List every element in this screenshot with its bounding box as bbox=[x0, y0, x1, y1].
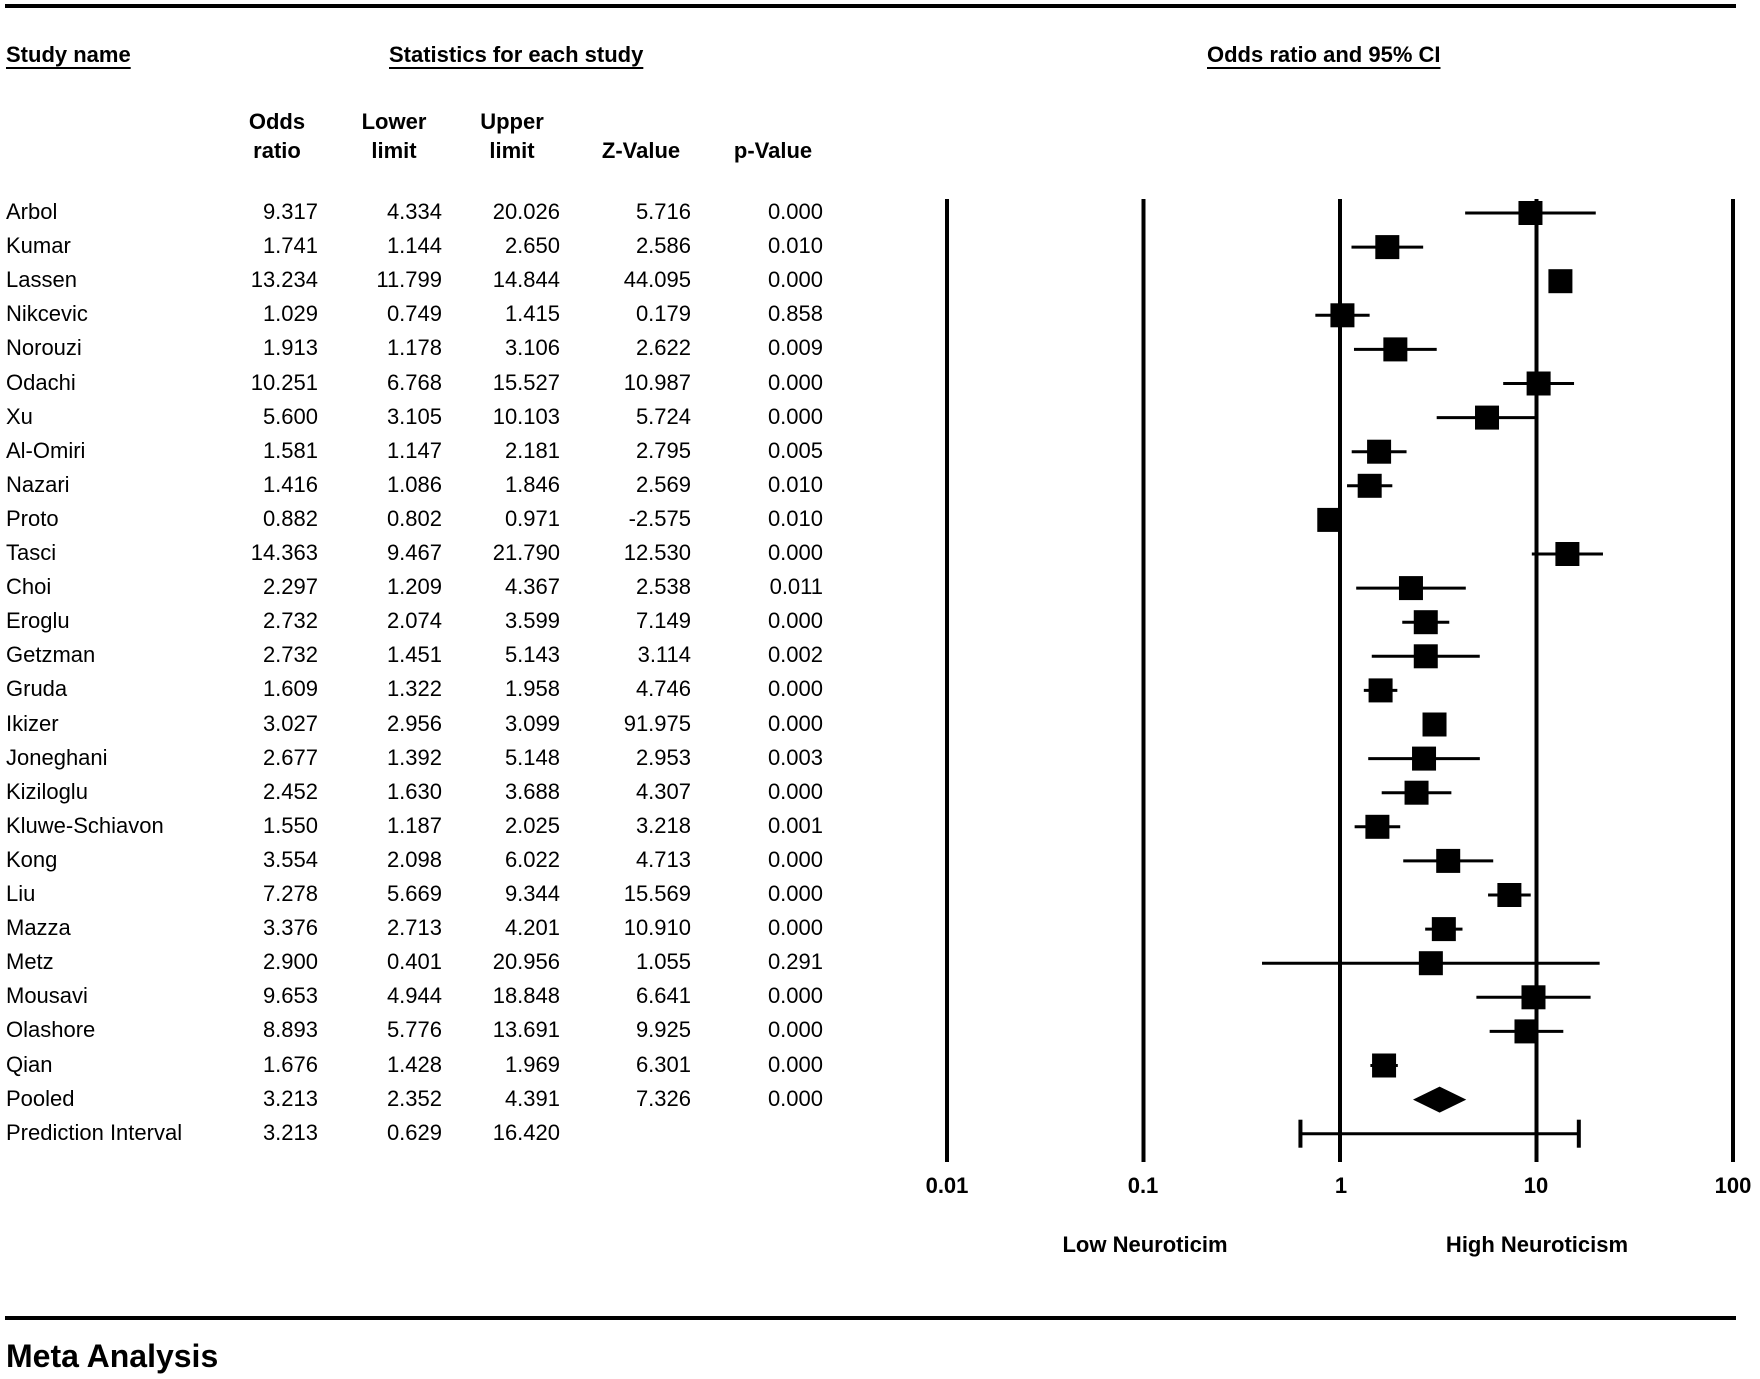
cell-name: Getzman bbox=[6, 642, 96, 668]
cell-z: 15.569 bbox=[623, 881, 691, 906]
bottom-rule bbox=[5, 1316, 1736, 1320]
cell-name: Mazza bbox=[6, 915, 71, 941]
footer-title: Meta Analysis bbox=[6, 1338, 219, 1374]
cell-name: Odachi bbox=[6, 369, 76, 395]
study-point bbox=[1399, 576, 1423, 600]
cell-or: 3.376 bbox=[262, 915, 318, 941]
cell-p: 0.000 bbox=[767, 778, 823, 804]
cell-or: 10.251 bbox=[250, 369, 318, 395]
cell-z: 6.641 bbox=[635, 983, 691, 1009]
cell-z: 7.149 bbox=[635, 608, 691, 634]
study-point bbox=[1414, 610, 1438, 634]
tick-label-4: 100 bbox=[1714, 1173, 1752, 1198]
cell-lower: 0.401 bbox=[386, 949, 442, 975]
study-point bbox=[1369, 678, 1393, 702]
cell-name: Gruda bbox=[6, 676, 68, 702]
cell-upper: 14.844 bbox=[492, 267, 560, 293]
study-point bbox=[1365, 815, 1389, 839]
study-point bbox=[1375, 235, 1399, 259]
cell-z: 44.095 bbox=[623, 267, 691, 293]
cell-p: 0.000 bbox=[767, 915, 823, 941]
cell-lower: 1.209 bbox=[386, 574, 442, 600]
tick-label-3: 10 bbox=[1523, 1173, 1549, 1198]
cell-or: 1.416 bbox=[262, 471, 318, 497]
cell-p: 0.011 bbox=[769, 574, 823, 600]
cell-or: 1.609 bbox=[262, 676, 318, 702]
cell-or: 1.741 bbox=[262, 233, 318, 259]
cell-lower: 1.392 bbox=[386, 744, 442, 770]
cell-z: 12.530 bbox=[623, 540, 691, 565]
cell-upper: 2.650 bbox=[504, 233, 560, 259]
cell-lower: 2.352 bbox=[386, 1085, 442, 1111]
cell-z: 4.307 bbox=[635, 778, 691, 804]
cell-upper: 3.599 bbox=[504, 608, 560, 634]
cell-or: 2.297 bbox=[262, 574, 318, 600]
cell-p: 0.000 bbox=[767, 540, 823, 565]
study-point bbox=[1372, 1054, 1396, 1078]
x-label-high: High Neuroticism bbox=[1445, 1232, 1629, 1257]
study-point bbox=[1358, 474, 1382, 498]
cell-upper: 2.181 bbox=[504, 437, 560, 463]
cell-z: 3.114 bbox=[637, 642, 691, 668]
tick-label-0: 0.01 bbox=[925, 1173, 969, 1198]
cell-lower: 11.799 bbox=[376, 267, 442, 293]
cell-lower: 0.629 bbox=[386, 1119, 442, 1145]
cell-name: Nazari bbox=[6, 471, 70, 497]
cell-upper: 1.969 bbox=[504, 1051, 560, 1077]
cell-upper: 0.971 bbox=[504, 505, 560, 531]
cell-name: Kiziloglu bbox=[6, 778, 88, 804]
tick-label-2: 1 bbox=[1334, 1173, 1348, 1198]
cell-or: 2.732 bbox=[262, 642, 318, 668]
cell-z: 5.724 bbox=[635, 403, 691, 429]
cell-p: 0.858 bbox=[767, 301, 823, 327]
cell-p: 0.000 bbox=[767, 846, 823, 872]
cell-z: 0.179 bbox=[635, 301, 691, 327]
cell-or: 9.317 bbox=[262, 199, 318, 224]
cell-or: 2.452 bbox=[262, 778, 318, 804]
cell-z: 4.746 bbox=[635, 676, 691, 702]
cell-p: 0.002 bbox=[767, 642, 823, 668]
cell-upper: 20.026 bbox=[492, 199, 560, 224]
col-header-lower-limit: Lower limit bbox=[361, 109, 427, 163]
cell-name: Metz bbox=[6, 949, 54, 975]
cell-p: 0.010 bbox=[767, 233, 823, 259]
header-statistics: Statistics for each study bbox=[389, 42, 644, 67]
cell-p: 0.000 bbox=[767, 676, 823, 702]
cell-upper: 1.846 bbox=[504, 471, 560, 497]
cell-or: 7.278 bbox=[262, 881, 318, 906]
cell-or: 13.234 bbox=[250, 267, 318, 293]
study-point bbox=[1514, 1019, 1538, 1043]
cell-name: Mousavi bbox=[6, 983, 88, 1009]
col-header-p-value: p-Value bbox=[733, 138, 813, 163]
cell-upper: 4.367 bbox=[504, 574, 560, 600]
cell-or: 1.581 bbox=[262, 437, 318, 463]
cell-or: 1.913 bbox=[262, 335, 318, 361]
cell-or: 5.600 bbox=[262, 403, 318, 429]
cell-p: 0.000 bbox=[767, 403, 823, 429]
cell-z: 2.569 bbox=[635, 471, 691, 497]
cell-or: 2.732 bbox=[262, 608, 318, 634]
cell-z: 4.713 bbox=[635, 846, 691, 872]
cell-lower: 4.334 bbox=[386, 199, 442, 224]
cell-or: 8.893 bbox=[262, 1017, 318, 1043]
cell-lower: 1.322 bbox=[386, 676, 442, 702]
cell-name: Joneghani bbox=[6, 744, 108, 770]
cell-z: 6.301 bbox=[635, 1051, 691, 1077]
cell-upper: 9.344 bbox=[504, 881, 560, 906]
cell-upper: 18.848 bbox=[492, 983, 560, 1009]
cell-upper: 13.691 bbox=[492, 1017, 560, 1043]
cell-lower: 3.105 bbox=[386, 403, 442, 429]
cell-or: 2.900 bbox=[262, 949, 318, 975]
cell-lower: 0.802 bbox=[386, 505, 442, 531]
cell-name: Nikcevic bbox=[6, 301, 88, 327]
study-point bbox=[1367, 440, 1391, 464]
cell-lower: 2.074 bbox=[386, 608, 442, 634]
cell-or: 1.550 bbox=[262, 812, 318, 838]
cell-z: 7.326 bbox=[635, 1085, 691, 1111]
study-point bbox=[1419, 951, 1443, 975]
cell-lower: 1.178 bbox=[386, 335, 442, 361]
cell-name: Kluwe-Schiavon bbox=[6, 812, 164, 838]
study-point bbox=[1527, 372, 1551, 396]
cell-name: Eroglu bbox=[6, 608, 70, 634]
col-header-odds-ratio: Odds ratio bbox=[248, 109, 306, 163]
study-point bbox=[1436, 849, 1460, 873]
study-point bbox=[1330, 303, 1354, 327]
cell-or: 1.676 bbox=[262, 1051, 318, 1077]
header-study-name: Study name bbox=[6, 42, 131, 67]
cell-z: 2.795 bbox=[635, 437, 691, 463]
cell-name: Al-Omiri bbox=[6, 437, 86, 463]
cell-upper: 6.022 bbox=[504, 846, 560, 872]
cell-or: 1.029 bbox=[262, 301, 318, 327]
cell-upper: 20.956 bbox=[492, 949, 560, 975]
cell-upper: 1.415 bbox=[504, 301, 560, 327]
cell-p: 0.003 bbox=[767, 744, 823, 770]
study-point bbox=[1518, 201, 1542, 225]
cell-lower: 6.768 bbox=[386, 369, 442, 395]
cell-lower: 0.749 bbox=[386, 301, 442, 327]
col-header-z-value: Z-Value bbox=[601, 138, 681, 163]
cell-name: Arbol bbox=[6, 199, 58, 224]
cell-lower: 2.098 bbox=[386, 846, 442, 872]
cell-upper: 15.527 bbox=[492, 369, 560, 395]
cell-or: 3.554 bbox=[262, 846, 318, 872]
cell-p: 0.000 bbox=[767, 983, 823, 1009]
cell-z: 2.622 bbox=[635, 335, 691, 361]
cell-upper: 4.201 bbox=[504, 915, 560, 941]
cell-name: Norouzi bbox=[6, 335, 82, 361]
cell-lower: 5.776 bbox=[386, 1017, 442, 1043]
cell-upper: 5.143 bbox=[504, 642, 560, 668]
cell-name: Qian bbox=[6, 1051, 53, 1077]
cell-or: 3.213 bbox=[262, 1085, 318, 1111]
cell-upper: 4.391 bbox=[504, 1085, 560, 1111]
cell-p: 0.000 bbox=[767, 267, 823, 293]
study-point bbox=[1548, 269, 1572, 293]
cell-lower: 1.144 bbox=[386, 233, 442, 259]
cell-name: Pooled bbox=[6, 1085, 75, 1111]
cell-p: 0.000 bbox=[767, 199, 823, 224]
cell-or: 2.677 bbox=[262, 744, 318, 770]
cell-name: Xu bbox=[6, 403, 33, 429]
header-ci-title: Odds ratio and 95% CI bbox=[1207, 42, 1441, 67]
cell-upper: 3.099 bbox=[504, 710, 560, 736]
cell-z: 2.586 bbox=[635, 233, 691, 259]
cell-z: 10.910 bbox=[623, 915, 691, 941]
cell-z: 2.538 bbox=[635, 574, 691, 600]
cell-upper: 16.420 bbox=[492, 1119, 560, 1145]
study-point bbox=[1317, 508, 1341, 532]
cell-name: Kong bbox=[6, 846, 58, 872]
study-point bbox=[1475, 406, 1499, 430]
cell-p: 0.001 bbox=[767, 812, 823, 838]
cell-lower: 1.630 bbox=[386, 778, 442, 804]
cell-name: Choi bbox=[6, 574, 52, 600]
cell-upper: 21.790 bbox=[492, 540, 560, 565]
study-point bbox=[1414, 644, 1438, 668]
cell-upper: 2.025 bbox=[504, 812, 560, 838]
cell-lower: 1.428 bbox=[386, 1051, 442, 1077]
cell-lower: 1.187 bbox=[386, 812, 442, 838]
cell-upper: 10.103 bbox=[492, 403, 560, 429]
cell-p: 0.000 bbox=[767, 881, 823, 906]
cell-upper: 1.958 bbox=[504, 676, 560, 702]
cell-name: Ikizer bbox=[6, 710, 59, 736]
cell-lower: 1.451 bbox=[386, 642, 442, 668]
cell-lower: 2.956 bbox=[386, 710, 442, 736]
tick-label-1: 0.1 bbox=[1127, 1173, 1159, 1198]
cell-lower: 4.944 bbox=[386, 983, 442, 1009]
cell-z: 5.716 bbox=[635, 199, 691, 224]
cell-lower: 5.669 bbox=[386, 881, 442, 906]
cell-p: 0.010 bbox=[767, 471, 823, 497]
cell-z: -2.575 bbox=[628, 505, 691, 531]
cell-p: 0.000 bbox=[767, 710, 823, 736]
cell-p: 0.000 bbox=[767, 1017, 823, 1043]
cell-p: 0.009 bbox=[767, 335, 823, 361]
study-point bbox=[1423, 713, 1447, 737]
study-point bbox=[1497, 883, 1521, 907]
cell-lower: 1.147 bbox=[386, 437, 442, 463]
cell-or: 3.213 bbox=[262, 1119, 318, 1145]
study-point bbox=[1383, 337, 1407, 361]
study-point bbox=[1405, 781, 1429, 805]
pooled-diamond bbox=[1413, 1087, 1466, 1113]
study-point bbox=[1521, 985, 1545, 1009]
cell-z: 10.987 bbox=[623, 369, 691, 395]
cell-or: 3.027 bbox=[262, 710, 318, 736]
cell-p: 0.000 bbox=[767, 369, 823, 395]
cell-name: Proto bbox=[6, 505, 59, 531]
cell-p: 0.000 bbox=[767, 1051, 823, 1077]
cell-z: 91.975 bbox=[623, 710, 691, 736]
cell-name: Prediction Interval bbox=[6, 1119, 183, 1145]
cell-p: 0.010 bbox=[767, 505, 823, 531]
cell-name: Liu bbox=[6, 881, 36, 906]
cell-z: 9.925 bbox=[635, 1017, 691, 1043]
cell-p: 0.005 bbox=[767, 437, 823, 463]
cell-p: 0.291 bbox=[767, 949, 823, 975]
cell-name: Kumar bbox=[6, 233, 71, 259]
cell-name: Olashore bbox=[6, 1017, 96, 1043]
cell-or: 9.653 bbox=[262, 983, 318, 1009]
study-point bbox=[1555, 542, 1579, 566]
cell-upper: 3.106 bbox=[504, 335, 560, 361]
cell-z: 2.953 bbox=[635, 744, 691, 770]
col-header-upper-limit: Upper limit bbox=[480, 109, 544, 163]
cell-name: Lassen bbox=[6, 267, 77, 293]
cell-lower: 9.467 bbox=[386, 540, 442, 565]
cell-z: 3.218 bbox=[635, 812, 691, 838]
cell-name: Tasci bbox=[6, 540, 57, 565]
cell-lower: 2.713 bbox=[386, 915, 442, 941]
cell-p: 0.000 bbox=[767, 608, 823, 634]
cell-or: 0.882 bbox=[262, 505, 318, 531]
cell-upper: 5.148 bbox=[504, 744, 560, 770]
study-point bbox=[1412, 747, 1436, 771]
cell-p: 0.000 bbox=[767, 1085, 823, 1111]
cell-upper: 3.688 bbox=[504, 778, 560, 804]
cell-or: 14.363 bbox=[250, 540, 318, 565]
cell-z: 1.055 bbox=[635, 949, 691, 975]
x-label-low: Low Neuroticim bbox=[1062, 1232, 1228, 1257]
study-point bbox=[1432, 917, 1456, 941]
cell-lower: 1.086 bbox=[386, 471, 442, 497]
